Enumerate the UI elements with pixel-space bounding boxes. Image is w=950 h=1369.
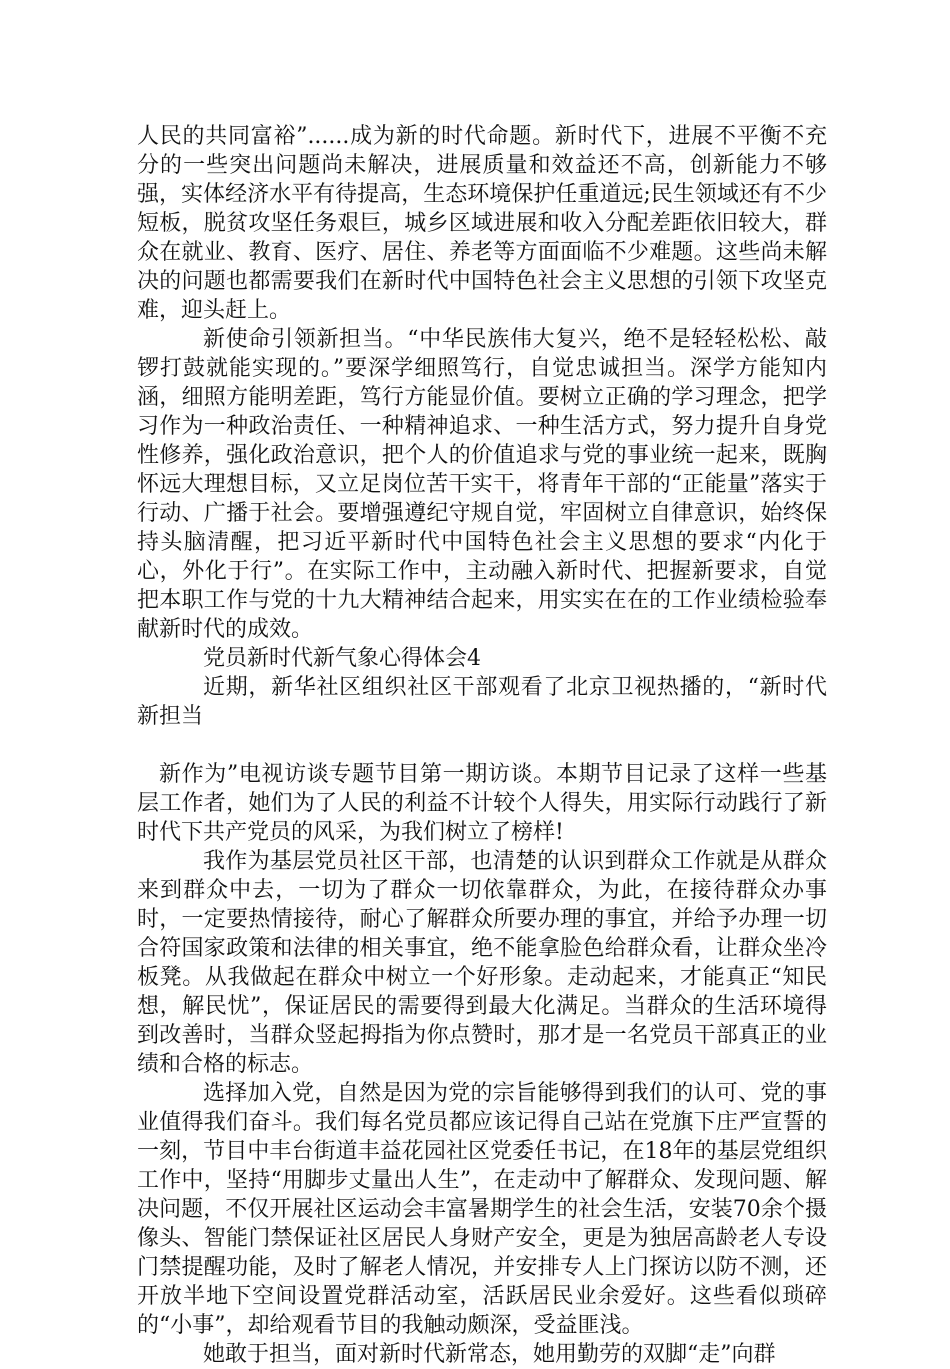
document-body xyxy=(137,122,827,1369)
paragraph-6: 选择加入党，自然是因为党的宗旨能够得到我们的认可、党的事业值得我们奋斗。我们每名党员都应该记得自己站在党旗下庄严宣誓的一刻，节目中丰台街道丰益花园社区党委任书记，在18年的基层党组织工作中，坚持“用脚步丈量出人生”，在走动中了解群众、发现问题、解决问题，不仅开展社区运动会丰富暑期学生的社会生活，安装70余个摄像头、智能门禁保证社区居民人身财产安全，更是为独居高龄老人专设门禁提醒功能，及时了解老人情况，并安排专人上门探访以防不测，还开放半地下空间设置党群活动室，活跃居民业余爱好。这些看似琐碎的“小事”，却给观看节目的我触动颇深，受益匪浅。 xyxy=(137,1081,827,1338)
paragraph-3: 近期，新华社区组织社区干部观看了北京卫视热播的，“新时代 新担当 xyxy=(137,675,827,729)
section-heading: 党员新时代新气象心得体会4 xyxy=(203,646,481,671)
paragraph-2: 新使命引领新担当。“中华民族伟大复兴，绝不是轻轻松松、敲锣打鼓就能实现的。”要深学细照笃行，自觉忠诚担当。深学方能知内涵，细照方能明差距，笃行方能显价值。要树立正确的学习理念，把学习作为一种政治责任、一种精神追求、一种生活方式，努力提升自身党性修养，强化政治意识，把个人的价值追求与党的事业统一起来，既胸怀远大理想目标，又立足岗位苦干实干，将青年干部的“正能量”落实于行动、广播于社会。要增强遵纪守规自觉，牢固树立自律意识，始终保持头脑清醒，把习近平新时代中国特色社会主义思想的要求“内化于心，外化于行”。在实际工作中，主动融入新时代、把握新要求，自觉把本职工作与党的十九大精神结合起来，用实实在在的工作业绩检验奉献新时代的成效。 xyxy=(137,327,827,642)
paragraph-5: 我作为基层党员社区干部，也清楚的认识到群众工作就是从群众来到群众中去，一切为了群众一切依靠群众，为此，在接待群众办事时，一定要热情接待，耐心了解群众所要办理的事宜，并给予办理一切合符国家政策和法律的相关事宜，绝不能拿脸色给群众看，让群众坐冷板凳。从我做起在群众中树立一个好形象。走动起来，才能真正“知民想，解民忧”，保证居民的需要得到最大化满足。当群众的生活环境得到改善时，当群众竖起拇指为你点赞时，那才是一名党员干部真正的业绩和合格的标志。 xyxy=(137,849,827,1077)
paragraph-7: 她敢于担当，面对新时代新常态，她用勤劳的双脚“走”向群 xyxy=(203,1342,776,1367)
paragraph-4: 新作为”电视访谈专题节目第一期访谈。本期节目记录了这样一些基层工作者，她们为了人民的利益不计较个人得失，用实际行动践行了新时代下共产党员的风采，为我们树立了榜样! xyxy=(137,762,827,845)
paragraph-1: 人民的共同富裕”......成为新的时代命题。新时代下，进展不平衡不充分的一些突出问题尚未解决，进展质量和效益还不高，创新能力不够强，实体经济水平有待提高，生态环境保护任重道远;民生领域还有不少短板，脱贫攻坚任务艰巨，城乡区域进展和收入分配差距依旧较大，群众在就业、教育、医疗、居住、养老等方面面临不少难题。这些尚未解决的问题也都需要我们在新时代中国特色社会主义思想的引领下攻坚克难，迎头赶上。 xyxy=(137,124,827,323)
page-break-gap xyxy=(137,731,827,760)
